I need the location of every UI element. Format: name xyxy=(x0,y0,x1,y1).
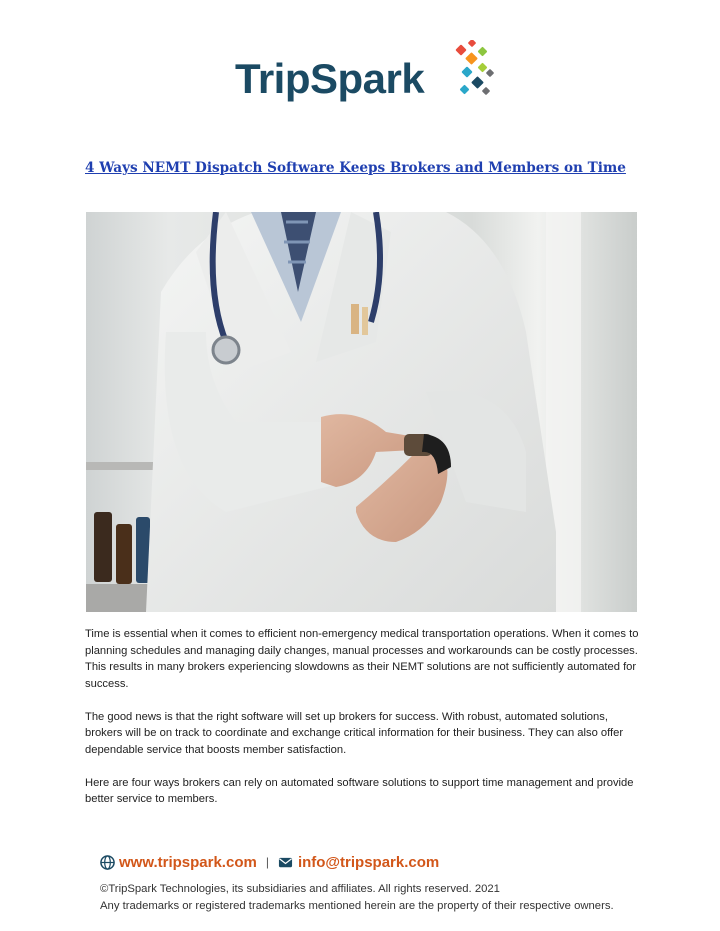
contact-separator: | xyxy=(265,855,269,869)
doctor-checking-watch-photo xyxy=(86,212,637,612)
paragraph: Here are four ways brokers can rely on automated software solutions to support time management and provide better service to members. xyxy=(85,776,634,805)
tripspark-logo xyxy=(235,40,495,115)
article-title-link[interactable]: 4 Ways NEMT Dispatch Software Keeps Brokers and Members on Time xyxy=(85,160,626,176)
email-link[interactable]: info@tripspark.com xyxy=(297,853,440,871)
paragraph: Time is essential when it comes to efficient non-emergency medical transportation operations. When it comes to planning schedules and managing daily changes, manual processes and workarounds can be costly processes. This results in many brokers experiencing slowdowns as their NEMT solutions are not sufficiently automated for success. xyxy=(85,628,639,690)
trademark-text: Any trademarks or registered trademarks mentioned herein are the property of their respective owners. xyxy=(100,900,614,912)
website-link[interactable]: www.tripspark.com xyxy=(119,853,257,871)
paragraph: The good news is that the right software will set up brokers for success. With robust, automated solutions, brokers will be on track to coordinate and exchange critical information for their business. They can also offer dependable service that boosts member satisfaction. xyxy=(85,710,624,756)
contact-row xyxy=(100,851,700,873)
logo-wordmark: TripSpark xyxy=(235,55,425,102)
copyright-text: ©TripSpark Technologies, its subsidiaries and affiliates. All rights reserved. 2021 xyxy=(100,883,500,895)
legal-notice xyxy=(100,881,700,915)
globe-icon xyxy=(100,855,115,870)
envelope-icon xyxy=(278,855,293,870)
article-body xyxy=(85,626,640,824)
page-footer xyxy=(100,851,700,915)
logo-dots-icon xyxy=(443,40,503,110)
